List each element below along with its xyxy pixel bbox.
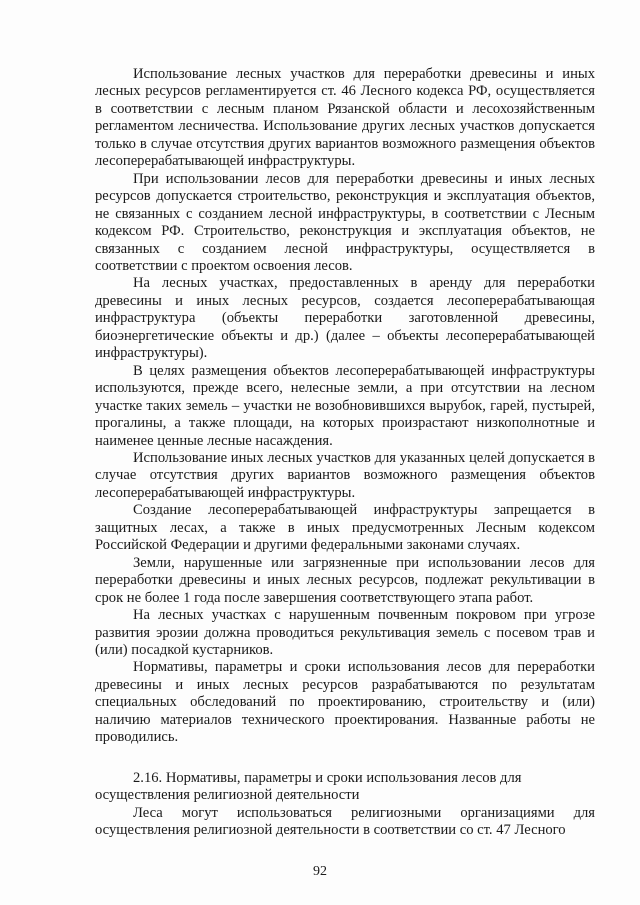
paragraph-other-plots: Использование иных лесных участков для указанных целей допускается в случае отсутствия других вариантов возможного размещения объектов лесоперерабатывающей инфраструктуры. bbox=[95, 449, 595, 501]
paragraph-erosion-recultivation: На лесных участках с нарушенным почвенным покровом при угрозе развития эрозии должна проводиться рекультивация земель с посевом трав и (или) посадкой кустарников. bbox=[95, 607, 595, 658]
section-heading bbox=[95, 770, 595, 805]
page-number: 92 bbox=[313, 864, 327, 879]
paragraph-construction-allowed: При использовании лесов для переработки древесины и иных лесных ресурсов допускается строительство, реконструкция и эксплуатация объектов, не связанных с созданием лесной инфраструктуры, в соответствии с Лесным кодексом РФ. Строительство, реконструкция и эксплуатация объектов, не связанных с созданием лесной инфраструктуры, осуществляется в соответствии с проектом освоения лесов. bbox=[95, 170, 595, 274]
paragraph-forest-plots-usage: Использование лесных участков для переработки древесины и иных лесных ресурсов регламентируется ст. 46 Лесного кодекса РФ, осуществляется в соответствии с лесным планом Рязанской области и лесохозяйственным регламентом лесничества. Использование других лесных участков допускается только в случае отсутствия других вариантов возможного размещения объектов лесоперерабатывающей инфраструктуры. bbox=[95, 66, 595, 170]
paragraph-land-recultivation: Земли, нарушенные или загрязненные при использовании лесов для переработки древесины и иных лесных ресурсов, подлежат рекультивации в срок не более 1 года после завершения соответствующего этапа работ. bbox=[95, 554, 595, 606]
document-body bbox=[95, 66, 595, 839]
section-spacer bbox=[95, 747, 595, 770]
section-heading-line1: 2.16. Нормативы, параметры и сроки использования лесов для bbox=[133, 769, 522, 786]
paragraph-placement-priorities: В целях размещения объектов лесоперерабатывающей инфраструктуры используются, прежде всего, нелесные земли, а при отсутствии на лесном участке таких земель – участки не возобновившихся вырубок, гарей, пустырей, прогалины, а также площади, на которых произрастают низкополнотные и наименее ценные лесные насаждения. bbox=[95, 362, 595, 449]
paragraph-leased-plots-infrastructure: На лесных участках, предоставленных в аренду для переработки древесины и иных лесных ресурсов, создается лесоперерабатывающая инфраструктура (объекты переработки заготовленной древесины, биоэнергетические объекты и др.) (далее – объекты лесоперерабатывающей инфраструктуры). bbox=[95, 275, 595, 362]
section-heading-line2: осуществления религиозной деятельности bbox=[95, 787, 360, 804]
paragraph-protective-forests-ban: Создание лесоперерабатывающей инфраструктуры запрещается в защитных лесах, а также в иных предусмотренных Лесным кодексом Российской Федерации и другими федеральными законами случаях. bbox=[95, 502, 595, 554]
paragraph-norms-parameters: Нормативы, параметры и сроки использования лесов для переработки древесины и иных лесных ресурсов разрабатываются по результатам специальных обследований по проектированию, строительству и (или) наличию материалов технического проектирования. Названные работы не проводились. bbox=[95, 659, 595, 746]
paragraph-religious-use: Леса могут использоваться религиозными организациями для осуществления религиозной деятельности в соответствии со ст. 47 Лесного bbox=[95, 804, 595, 839]
